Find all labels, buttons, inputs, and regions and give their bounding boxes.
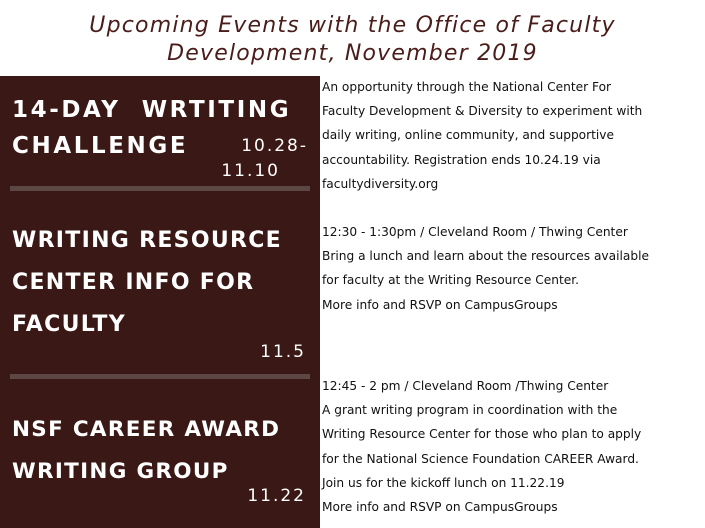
page-title-line-1: Upcoming Events with the Office of Faculty <box>89 13 616 38</box>
event-2-divider <box>10 374 310 379</box>
event-2-description-line: More info and RSVP on CampusGroups <box>322 297 558 312</box>
event-3-title <box>12 409 280 493</box>
event-1-description-line: Faculty Development & Diversity to experiment with <box>322 104 643 119</box>
event-2-title-line-3: FACULTY <box>12 312 126 337</box>
event-3-description <box>322 374 702 519</box>
event-3-title-line-2: WRITING GROUP <box>12 459 229 484</box>
event-1-description-line: accountability. Registration ends 10.24.19 via <box>322 152 601 167</box>
event-2-title <box>12 220 282 346</box>
event-2-date-line-1: 11.5 <box>260 342 306 362</box>
event-1-title-line-2: CHALLENGE <box>12 133 189 159</box>
event-3-date <box>247 484 306 509</box>
event-2-description <box>322 220 702 317</box>
event-1-description-line: facultydiversity.org <box>322 176 439 191</box>
event-1-date-line-1: 10.28- <box>241 136 308 156</box>
page-title <box>0 12 705 68</box>
event-1-description-line: daily writing, online community, and supportive <box>322 128 615 143</box>
event-2-date <box>260 340 306 365</box>
page-title-line-2: Development, November 2019 <box>167 41 538 66</box>
event-1-description-line: An opportunity through the National Center For <box>322 80 612 94</box>
event-2-title-line-1: WRITING RESOURCE <box>12 228 283 253</box>
event-1-date <box>221 134 308 184</box>
event-1-title-line-1: 14-DAY WRTITING <box>12 97 292 123</box>
event-titles-panel <box>0 76 320 528</box>
event-3-description-line: A grant writing program in coordination with the <box>322 403 618 418</box>
event-2-description-line: Bring a lunch and learn about the resources available <box>322 249 649 264</box>
event-1-date-line-2: 11.10 <box>221 161 280 181</box>
event-1-description <box>322 75 702 196</box>
event-3-description-line: 12:45 - 2 pm / Cleveland Room /Thwing Center <box>322 379 609 393</box>
event-1-divider <box>10 186 310 191</box>
event-2-title-line-2: CENTER INFO FOR <box>12 270 255 295</box>
event-2-description-line: 12:30 - 1:30pm / Cleveland Room / Thwing Center <box>322 225 628 239</box>
event-3-description-line: More info and RSVP on CampusGroups <box>322 500 558 515</box>
event-3-description-line: for the National Science Foundation CAREER Award. <box>322 451 639 466</box>
event-2-description-line: for faculty at the Writing Resource Center. <box>322 273 580 288</box>
event-3-title-line-1: NSF CAREER AWARD <box>12 417 281 442</box>
event-3-description-line: Writing Resource Center for those who plan to apply <box>322 427 642 442</box>
event-3-date-line-1: 11.22 <box>247 486 306 506</box>
event-3-description-line: Join us for the kickoff lunch on 11.22.19 <box>322 475 565 490</box>
